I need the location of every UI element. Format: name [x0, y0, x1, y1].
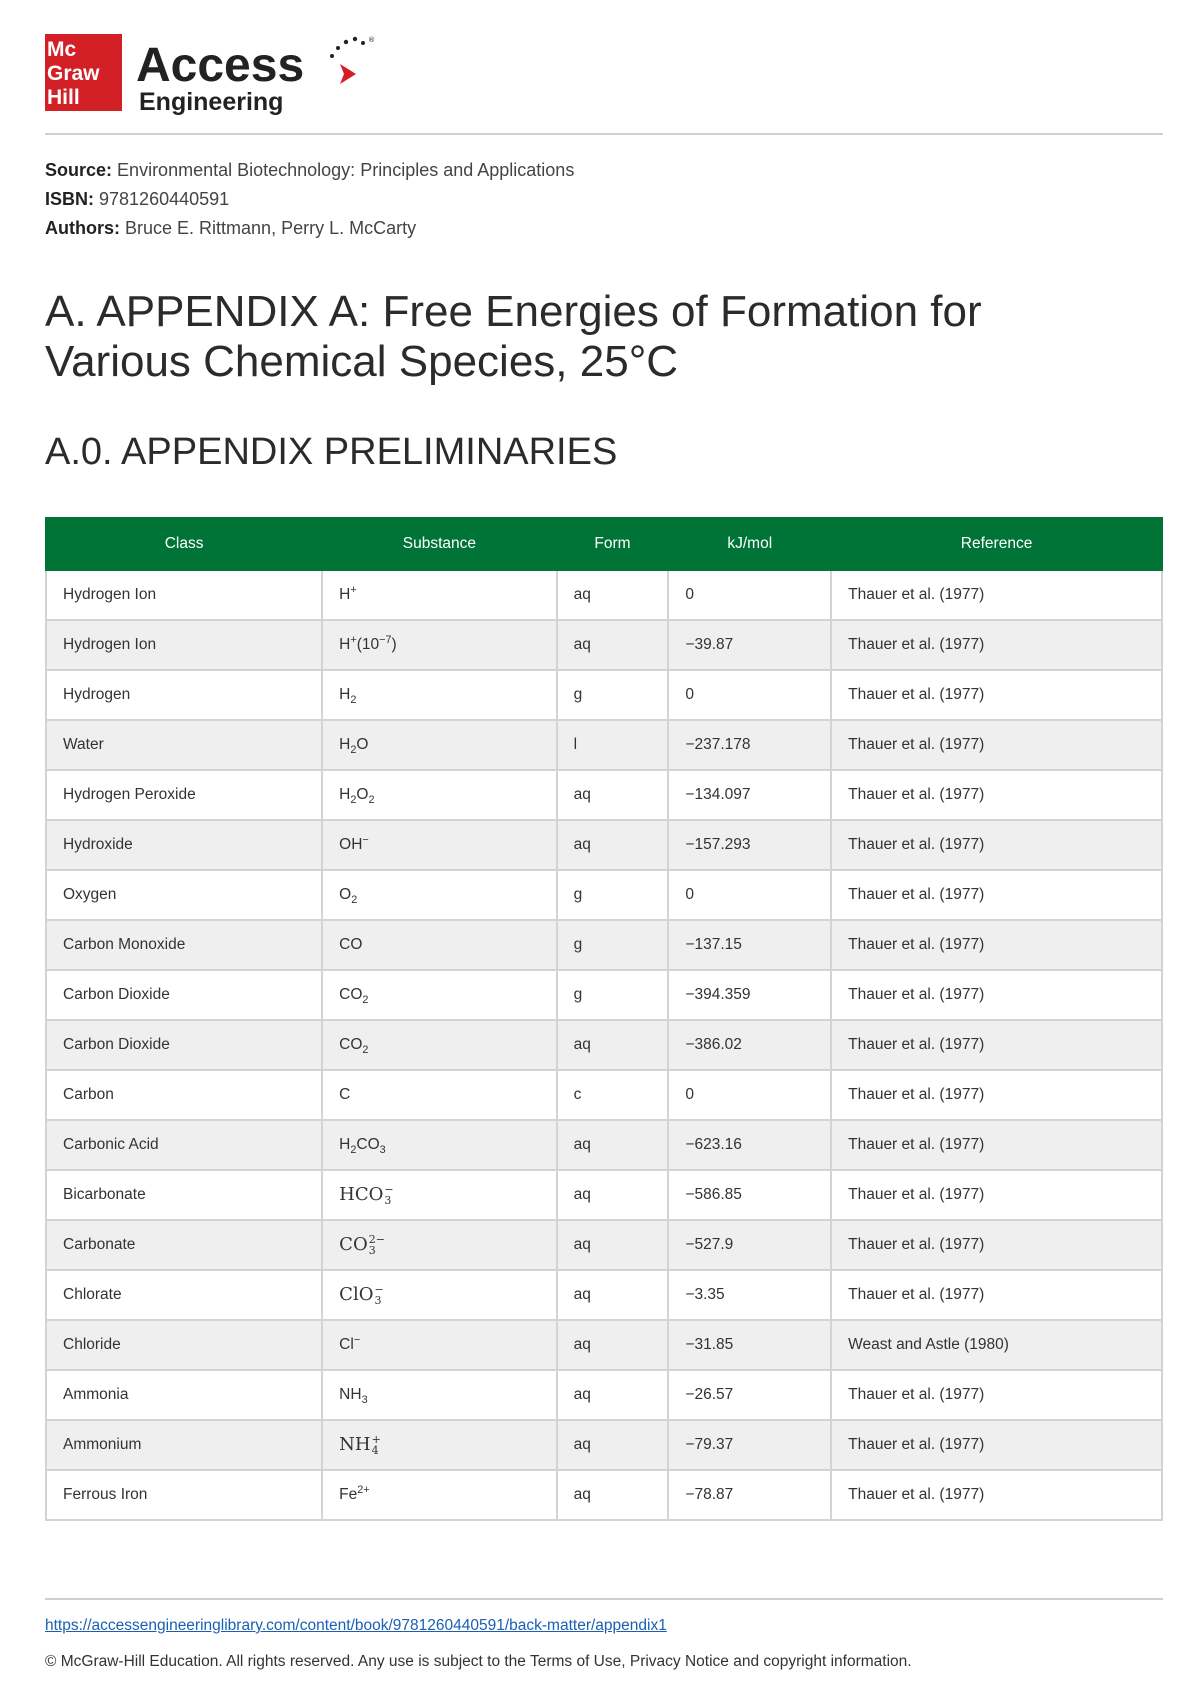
cell-substance: $O_2$	[322, 870, 556, 920]
cell-class: Hydrogen Ion	[46, 570, 322, 620]
cell-reference: Thauer et al. (1977)	[831, 1470, 1162, 1520]
cell-reference: Thauer et al. (1977)	[831, 1220, 1162, 1270]
cell-form: aq	[557, 1170, 669, 1220]
header-class: Class	[46, 518, 322, 570]
cell-substance: $H_2O$	[322, 720, 556, 770]
cell-substance: $H_2O_2$	[322, 770, 556, 820]
cell-substance: $H^+(10^{-7})$	[322, 620, 556, 670]
cell-kj-mol: −26.57	[668, 1370, 831, 1420]
cell-substance: CO 2− 3	[322, 1220, 556, 1270]
cell-form: g	[557, 670, 669, 720]
cell-kj-mol: 0	[668, 570, 831, 620]
cell-class: Carbon	[46, 1070, 322, 1120]
cell-kj-mol: −3.35	[668, 1270, 831, 1320]
cell-form: l	[557, 720, 669, 770]
cell-reference: Thauer et al. (1977)	[831, 570, 1162, 620]
table-row	[46, 1170, 1162, 1220]
cell-form: aq	[557, 770, 669, 820]
cell-substance: $CO_2$	[322, 1020, 556, 1070]
table-row	[46, 620, 1162, 670]
table-row	[46, 820, 1162, 870]
cell-reference: Thauer et al. (1977)	[831, 870, 1162, 920]
cell-reference: Thauer et al. (1977)	[831, 720, 1162, 770]
cell-substance: HCO − 3	[322, 1170, 556, 1220]
cell-form: aq	[557, 1120, 669, 1170]
cell-form: c	[557, 1070, 669, 1120]
cell-form: aq	[557, 820, 669, 870]
cell-kj-mol: 0	[668, 670, 831, 720]
logo-text-engineering: Engineering	[139, 88, 284, 116]
mcgraw-hill-logo	[45, 34, 122, 111]
cell-form: aq	[557, 1320, 669, 1370]
access-engineering-logo	[136, 34, 375, 118]
cell-kj-mol: −137.15	[668, 920, 831, 970]
cell-kj-mol: −157.293	[668, 820, 831, 870]
cell-form: aq	[557, 1020, 669, 1070]
isbn-line: ISBN: 9781260440591	[45, 189, 230, 209]
cell-reference: Thauer et al. (1977)	[831, 770, 1162, 820]
cell-reference: Weast and Astle (1980)	[831, 1320, 1162, 1370]
authors-line: Authors: Bruce E. Rittmann, Perry L. McCarty	[45, 218, 417, 238]
table-row	[46, 670, 1162, 720]
cell-kj-mol: −623.16	[668, 1120, 831, 1170]
cell-kj-mol: 0	[668, 870, 831, 920]
cell-reference: Thauer et al. (1977)	[831, 1420, 1162, 1470]
cell-reference: Thauer et al. (1977)	[831, 1070, 1162, 1120]
cell-form: aq	[557, 1270, 669, 1320]
cell-class: Carbon Monoxide	[46, 920, 322, 970]
cell-class: Carbonate	[46, 1220, 322, 1270]
table-row	[46, 1220, 1162, 1270]
logo-text-access: Access	[136, 39, 305, 92]
cell-substance: $Fe^{2+}$	[322, 1470, 556, 1520]
cell-substance: ClO − 3	[322, 1270, 556, 1320]
cell-class: Hydrogen Peroxide	[46, 770, 322, 820]
cell-substance: $NH_3$	[322, 1370, 556, 1420]
header-logo	[45, 34, 375, 118]
cell-class: Oxygen	[46, 870, 322, 920]
cell-form: aq	[557, 1220, 669, 1270]
cell-kj-mol: −586.85	[668, 1170, 831, 1220]
cell-reference: Thauer et al. (1977)	[831, 670, 1162, 720]
cell-form: aq	[557, 1420, 669, 1470]
cell-substance: Cl−	[322, 1320, 556, 1370]
source-url-link[interactable]: https://accessengineeringlibrary.com/content/book/9781260440591/back-matter/appendix1	[45, 1617, 667, 1634]
table-row	[46, 1420, 1162, 1470]
cell-form: aq	[557, 1370, 669, 1420]
cell-reference: Thauer et al. (1977)	[831, 970, 1162, 1020]
table-header-row	[46, 518, 1162, 570]
table-body	[46, 570, 1162, 1520]
header-reference: Reference	[831, 518, 1162, 570]
table-row	[46, 1370, 1162, 1420]
cell-form: aq	[557, 570, 669, 620]
cell-substance: H+	[322, 570, 556, 620]
cell-kj-mol: −39.87	[668, 620, 831, 670]
free-energy-table	[45, 517, 1163, 1521]
table-row	[46, 970, 1162, 1020]
copyright-notice: © McGraw-Hill Education. All rights reserved. Any use is subject to the Terms of Use, Privacy Notice and copyright information.	[45, 1653, 912, 1670]
table-row	[46, 870, 1162, 920]
table-row	[46, 770, 1162, 820]
source-line: Source: Environmental Biotechnology: Principles and Applications	[45, 160, 575, 180]
cell-reference: Thauer et al. (1977)	[831, 1370, 1162, 1420]
cell-form: g	[557, 970, 669, 1020]
table-row	[46, 1320, 1162, 1370]
cell-class: Hydrogen Ion	[46, 620, 322, 670]
footer-divider	[45, 1598, 1163, 1600]
cell-substance: C	[322, 1070, 556, 1120]
section-title: A.0. APPENDIX PRELIMINARIES	[45, 431, 618, 473]
table-row	[46, 570, 1162, 620]
cell-kj-mol: −394.359	[668, 970, 831, 1020]
cell-reference: Thauer et al. (1977)	[831, 620, 1162, 670]
arrow-burst-icon	[326, 34, 386, 94]
header-divider	[45, 133, 1163, 135]
cell-reference: Thauer et al. (1977)	[831, 1120, 1162, 1170]
header-form: Form	[557, 518, 669, 570]
cell-form: g	[557, 920, 669, 970]
header-kj-mol: kJ/mol	[668, 518, 831, 570]
cell-form: g	[557, 870, 669, 920]
cell-substance: CO	[322, 920, 556, 970]
cell-kj-mol: −78.87	[668, 1470, 831, 1520]
cell-reference: Thauer et al. (1977)	[831, 920, 1162, 970]
cell-form: aq	[557, 1470, 669, 1520]
logo-text-mc: Mc	[47, 38, 77, 61]
cell-reference: Thauer et al. (1977)	[831, 820, 1162, 870]
cell-kj-mol: −134.097	[668, 770, 831, 820]
cell-class: Ammonia	[46, 1370, 322, 1420]
cell-substance: $H_2$	[322, 670, 556, 720]
cell-class: Hydrogen	[46, 670, 322, 720]
table-row	[46, 1120, 1162, 1170]
cell-reference: Thauer et al. (1977)	[831, 1170, 1162, 1220]
cell-reference: Thauer et al. (1977)	[831, 1270, 1162, 1320]
logo-text-graw: Graw	[47, 62, 100, 85]
table-row	[46, 1020, 1162, 1070]
cell-kj-mol: −237.178	[668, 720, 831, 770]
table-row	[46, 1070, 1162, 1120]
cell-form: aq	[557, 620, 669, 670]
table-row	[46, 1470, 1162, 1520]
cell-kj-mol: −386.02	[668, 1020, 831, 1070]
cell-kj-mol: −79.37	[668, 1420, 831, 1470]
cell-class: Ammonium	[46, 1420, 322, 1470]
cell-class: Chloride	[46, 1320, 322, 1370]
cell-class: Carbonic Acid	[46, 1120, 322, 1170]
cell-substance: NH + 4	[322, 1420, 556, 1470]
cell-substance: $CO_2$	[322, 970, 556, 1020]
logo-text-hill: Hill	[47, 86, 80, 109]
cell-kj-mol: −527.9	[668, 1220, 831, 1270]
cell-substance: $H_2CO_3$	[322, 1120, 556, 1170]
cell-reference: Thauer et al. (1977)	[831, 1020, 1162, 1070]
header-substance: Substance	[322, 518, 556, 570]
table-row	[46, 920, 1162, 970]
cell-class: Water	[46, 720, 322, 770]
cell-kj-mol: −31.85	[668, 1320, 831, 1370]
cell-class: Carbon Dioxide	[46, 970, 322, 1020]
page-title: A. APPENDIX A: Free Energies of Formation for Various Chemical Species, 25°C	[45, 287, 982, 386]
cell-class: Hydroxide	[46, 820, 322, 870]
cell-class: Chlorate	[46, 1270, 322, 1320]
cell-class: Ferrous Iron	[46, 1470, 322, 1520]
cell-substance: OH−	[322, 820, 556, 870]
table-row	[46, 720, 1162, 770]
cell-class: Carbon Dioxide	[46, 1020, 322, 1070]
cell-class: Bicarbonate	[46, 1170, 322, 1220]
svg-text:®: ®	[368, 36, 375, 44]
cell-kj-mol: 0	[668, 1070, 831, 1120]
table-row	[46, 1270, 1162, 1320]
book-metadata	[45, 156, 574, 243]
